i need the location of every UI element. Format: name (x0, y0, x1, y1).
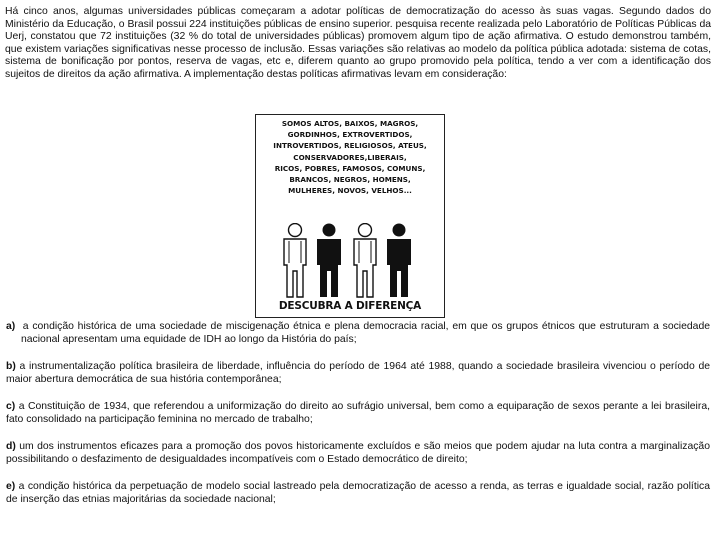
option-text: um dos instrumentos eficazes para a promoção dos povos historicamente excluídos e são meios que podem ajudar na luta contra a marginalização possibilitando o desfazimento de desigualdades incompatíveis com o Estado democrático de direito; (6, 440, 710, 465)
intro-paragraph: Há cinco anos, algumas universidades públicas começaram a adotar políticas de democratização do acesso às suas vagas. Segundo dados do Ministério da Educação, o Brasil possui 224 instituições públicas de ensino superior. pesquisa recente realizada pelo Laboratório de Políticas Públicas da Uerj, constatou que 72 instituições (32 % do total de universidades públicas) promovem algum tipo de ação afirmativa. O estudo demonstrou também, que existem variações significativas nesse processo de inclusão. Essas variações são relativas ao modelo da política pública adotada: sistema de cotas, sistema de bonificação por pontos, reserva de vagas, etc e, diferem quanto ao grupo promovido pela política, tendo a ver com a identificação dos sujeitos de direitos da ação afirmativa. A implementação destas políticas afirmativas levam em consideração: (5, 6, 711, 80)
person-figure-black (317, 224, 341, 298)
option-text: a instrumentalização política brasileira de liberdade, influência do período de 1964 até 1988, quando a sociedade brasileira vivenciou o período de maior abertura democrática de sua história contemporânea; (6, 360, 710, 386)
illustration-line: RICOS, POBRES, FAMOSOS, COMUNS, (274, 163, 426, 173)
option-letter: b) (6, 360, 16, 372)
illustration-line: GORDINHOS, EXTROVERTIDOS, (287, 130, 413, 140)
illustration-footer: DESCUBRA A DIFERENÇA (278, 300, 422, 312)
person-figure-white (354, 224, 376, 298)
option-letter: d) (6, 440, 16, 452)
option-e (6, 480, 710, 506)
option-c (6, 400, 710, 426)
option-a (6, 320, 710, 346)
option-text: a Constituição de 1934, que referendou a uniformização do direito ao sufrágio universal, bem como a equiparação de sexos perante a lei brasileira, fato consolidado na participação feminina no mercado de trabalho; (6, 400, 710, 426)
illustration-line: BRANCOS, NEGROS, HOMENS, (289, 175, 411, 185)
option-b (6, 360, 710, 386)
person-figure-white (284, 224, 306, 298)
illustration-line: INTROVERTIDOS, RELIGIOSOS, ATEUS, (273, 141, 427, 151)
option-text: a condição histórica de uma sociedade de miscigenação étnica e plena democracia racial, em que os grupos étnicos que estruturam a sociedade nacional apresentam uma equidade de IDH ao longo da História do país; (21, 321, 710, 346)
illustration-line: CONSERVADORES,LIBERAIS, (293, 152, 407, 162)
option-letter: a) (6, 321, 16, 332)
option-letter: c) (6, 400, 16, 412)
option-text: a condição histórica da perpetuação de modelo social lastreado pela democratização de acesso a renda, as terras e igualdade social, razão política de inserção das etnias majoritárias da sociedade nacional; (6, 480, 710, 505)
option-d (6, 440, 710, 466)
illustration-line: SOMOS ALTOS, BAIXOS, MAGROS, (281, 119, 419, 128)
people-figures (276, 223, 426, 299)
illustration-line: MULHERES, NOVOS, VELHOS... (288, 186, 412, 196)
illustration-text (256, 118, 444, 196)
option-letter: e) (6, 480, 16, 492)
diversity-illustration (255, 114, 445, 318)
answer-options (6, 320, 710, 520)
person-figure-black (387, 224, 411, 298)
